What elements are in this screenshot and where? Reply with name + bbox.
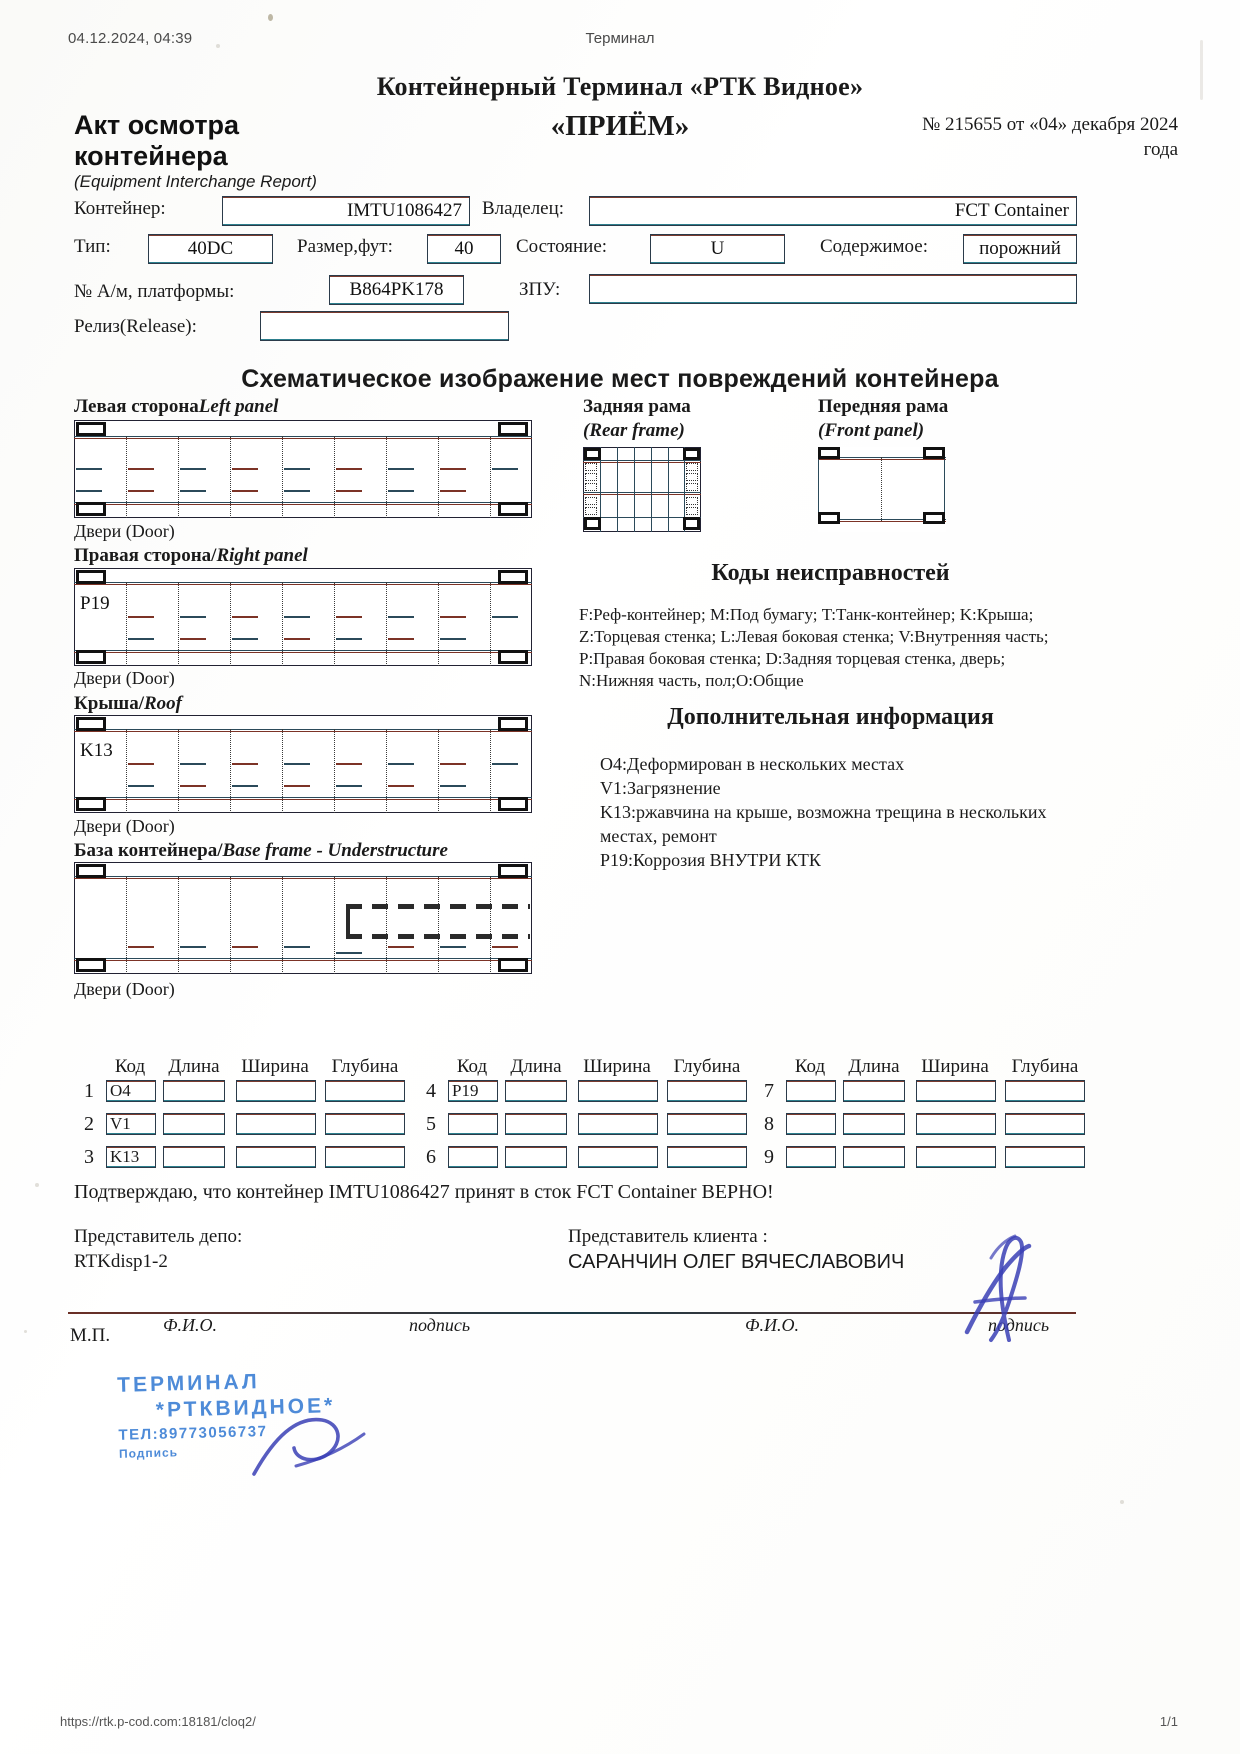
operation-title: «ПРИЁМ» [550, 110, 690, 142]
damage-header-length: Длина [168, 1056, 220, 1077]
damage-code-cell[interactable] [448, 1146, 498, 1168]
content-label: Содержимое: [820, 236, 928, 257]
base-frame-door-label: Двери (Door) [74, 979, 175, 999]
damage-row-index: 6 [426, 1146, 436, 1168]
left-panel-door-label: Двери (Door) [74, 521, 175, 541]
right-panel-en: Right panel [216, 545, 308, 566]
damage-row-index: 4 [426, 1080, 436, 1102]
damage-width-cell[interactable] [236, 1080, 316, 1102]
size-label: Размер,фут: [297, 236, 393, 257]
corner-fitting-icon [76, 422, 106, 436]
left-panel-caption [74, 396, 278, 418]
base-damage-dash-left [346, 904, 350, 936]
damage-header-code: Код [456, 1056, 488, 1077]
damage-row-index: 2 [84, 1113, 94, 1135]
corner-fitting-icon [498, 422, 528, 436]
base-damage-dash-top [346, 904, 530, 909]
roof-damage-code: K13 [80, 740, 113, 761]
additional-info-line: K13:ржавчина на крыше, возможна трещина в нескольких [600, 802, 1047, 822]
fio-label-left: Ф.И.О. [163, 1315, 217, 1335]
right-panel-diagram[interactable] [74, 568, 532, 666]
damage-depth-cell[interactable] [325, 1113, 405, 1135]
damage-code-cell[interactable] [786, 1113, 836, 1135]
signature-label-left: подпись [409, 1315, 471, 1335]
content-field[interactable]: порожний [963, 234, 1077, 264]
type-label: Тип: [74, 236, 111, 257]
damage-row-index: 9 [764, 1146, 774, 1168]
footer-url: https://rtk.p-cod.com:18181/cloq2/ [60, 1714, 256, 1729]
document-number-line2: года [1143, 139, 1178, 160]
damage-header-width: Ширина [921, 1056, 989, 1077]
corner-fitting-icon [498, 864, 528, 878]
roof-en: Roof [144, 693, 182, 714]
fault-code-line: Z:Торцевая стенка; L:Левая боковая стенка; V:Внутренняя часть; [579, 627, 1049, 646]
signature-rule [68, 1312, 1076, 1314]
damage-depth-cell[interactable] [325, 1080, 405, 1102]
corner-fitting-icon [498, 717, 528, 731]
right-panel-caption: Правая сторона/Right panel [74, 545, 308, 566]
confirmation-text: Подтверждаю, что контейнер IMTU1086427 принят в сток FCT Container ВЕРНО! [74, 1181, 774, 1203]
damage-width-cell[interactable] [578, 1146, 658, 1168]
corner-fitting-icon [584, 448, 601, 460]
corner-fitting-icon [76, 570, 106, 584]
additional-info-line: O4:Деформирован в нескольких местах [600, 754, 905, 774]
fault-code-line: P:Правая боковая стенка; D:Задняя торцевая стенка, дверь; [579, 649, 1006, 668]
damage-length-cell[interactable] [163, 1080, 225, 1102]
damage-depth-cell[interactable] [667, 1080, 747, 1102]
doc-title-line1: Акт осмотра [74, 110, 240, 140]
damage-row-index: 7 [764, 1080, 774, 1102]
damage-depth-cell[interactable] [1005, 1080, 1085, 1102]
damage-length-cell[interactable] [163, 1146, 225, 1168]
corner-fitting-icon [923, 447, 945, 459]
corner-fitting-icon [76, 797, 106, 811]
damage-row-index: 5 [426, 1113, 436, 1135]
scan-speck [35, 1183, 39, 1187]
roof-door-label: Двери (Door) [74, 816, 175, 836]
front-frame-caption-ru: Передняя рама [818, 396, 949, 417]
damage-code-cell[interactable]: O4 [106, 1080, 156, 1102]
damage-width-cell[interactable] [916, 1113, 996, 1135]
scan-speck [24, 1330, 27, 1333]
rear-frame-diagram[interactable] [583, 447, 701, 532]
size-field[interactable]: 40 [427, 234, 501, 264]
seal-label: ЗПУ: [519, 279, 561, 300]
scan-speck [268, 14, 273, 21]
right-panel-door-label: Двери (Door) [74, 668, 175, 688]
container-label: Контейнер: [74, 198, 166, 219]
additional-info-title: Дополнительная информация [667, 704, 994, 730]
base-en: Base frame - Understructure [222, 840, 448, 861]
company-title: Контейнерный Терминал «РТК Видное» [376, 72, 864, 101]
damage-length-cell[interactable] [163, 1113, 225, 1135]
left-panel-diagram[interactable] [74, 420, 532, 518]
damage-code-cell[interactable] [786, 1080, 836, 1102]
damage-code-cell[interactable]: K13 [106, 1146, 156, 1168]
damage-depth-cell[interactable] [1005, 1113, 1085, 1135]
corner-fitting-icon [498, 502, 528, 516]
client-rep-value: САРАНЧИН ОЛЕГ ВЯЧЕСЛАВОВИЧ [568, 1251, 905, 1273]
release-field[interactable] [260, 311, 509, 341]
schematic-title: Схематическое изображение мест повреждений контейнера [241, 365, 999, 393]
damage-header-length: Длина [510, 1056, 562, 1077]
stamp-line1: ТЕРМИНАЛ [116, 1370, 260, 1397]
corner-fitting-icon [76, 958, 106, 972]
damage-length-cell[interactable] [505, 1113, 567, 1135]
stamp-line4: Подпись [118, 1445, 179, 1461]
stamp-line3: ТЕЛ:89773056737 [118, 1422, 268, 1444]
document-number [758, 112, 1178, 162]
corner-fitting-icon [498, 797, 528, 811]
right-panel-ru: Правая сторона [74, 545, 212, 566]
print-tab-title: Терминал [585, 30, 655, 47]
damage-code-cell[interactable]: P19 [448, 1080, 498, 1102]
front-frame-diagram[interactable] [818, 447, 946, 532]
signature-label-right: подпись [988, 1315, 1050, 1335]
fault-codes-legend [579, 604, 1079, 692]
type-field[interactable]: 40DC [148, 234, 273, 264]
stamp-line2: *РТКВИДНОЕ* [155, 1394, 336, 1422]
damage-length-cell[interactable] [505, 1080, 567, 1102]
base-damage-dash-bottom [346, 934, 530, 939]
damage-length-cell[interactable] [843, 1080, 905, 1102]
seal-field[interactable] [589, 274, 1077, 304]
corner-fitting-icon [76, 650, 106, 664]
owner-label: Владелец: [482, 198, 565, 219]
corner-fitting-icon [683, 448, 700, 460]
damage-header-depth: Глубина [673, 1056, 741, 1077]
damage-header-code: Код [114, 1056, 146, 1077]
depot-rep-label: Представитель депо: [74, 1226, 243, 1247]
additional-info-line: P19:Коррозия ВНУТРИ КТК [600, 850, 821, 870]
damage-width-cell[interactable] [236, 1113, 316, 1135]
roof-caption: Крыша/Roof [74, 693, 182, 714]
damage-depth-cell[interactable] [325, 1146, 405, 1168]
damage-width-cell[interactable] [916, 1146, 996, 1168]
condition-field[interactable]: U [650, 234, 785, 264]
mp-label: М.П. [70, 1325, 111, 1346]
rear-frame-caption-en: (Rear frame) [583, 420, 685, 441]
damage-code-cell[interactable] [786, 1146, 836, 1168]
vehicle-label: № А/м, платформы: [74, 281, 235, 302]
additional-info-line: V1:Загрязнение [600, 778, 721, 798]
damage-length-cell[interactable] [843, 1113, 905, 1135]
left-panel-en: Left panel [198, 396, 279, 417]
fault-code-line: F:Реф-контейнер; M:Под бумагу; T:Танк-контейнер; K:Крыша; [579, 605, 1034, 624]
damage-header-width: Ширина [241, 1056, 309, 1077]
damage-width-cell[interactable] [578, 1113, 658, 1135]
scan-speck [1120, 1500, 1124, 1504]
terminal-stamp [117, 1368, 337, 1461]
base-ru: База контейнера [74, 840, 218, 861]
damage-code-cell[interactable] [448, 1113, 498, 1135]
damage-width-cell[interactable] [236, 1146, 316, 1168]
corner-fitting-icon [584, 517, 601, 530]
owner-field[interactable]: FCT Container [589, 196, 1077, 226]
corner-fitting-icon [76, 864, 106, 878]
release-label: Релиз(Release): [74, 316, 197, 337]
damage-row-index: 8 [764, 1113, 774, 1135]
damage-header-length: Длина [848, 1056, 900, 1077]
additional-info-line: местах, ремонт [600, 826, 717, 846]
rear-frame-caption-ru: Задняя рама [583, 396, 691, 417]
base-frame-diagram[interactable] [74, 862, 532, 974]
corner-fitting-icon [498, 958, 528, 972]
vehicle-field[interactable]: B864PK178 [329, 275, 464, 305]
damage-length-cell[interactable] [843, 1146, 905, 1168]
damage-row-index: 1 [84, 1080, 94, 1102]
base-frame-caption: База контейнера/Base frame - Understructure [74, 840, 448, 861]
corner-fitting-icon [76, 717, 106, 731]
print-date: 04.12.2024, 04:39 [68, 30, 193, 47]
doc-title-line2: контейнера [74, 141, 228, 171]
damage-code-cell[interactable]: V1 [106, 1113, 156, 1135]
corner-fitting-icon [683, 517, 700, 530]
damage-header-width: Ширина [583, 1056, 651, 1077]
roof-diagram[interactable] [74, 715, 532, 813]
roof-ru: Крыша [74, 693, 139, 714]
condition-label: Состояние: [516, 236, 608, 257]
corner-fitting-icon [498, 570, 528, 584]
corner-fitting-icon [498, 650, 528, 664]
client-rep-label: Представитель клиента : [568, 1226, 768, 1247]
damage-width-cell[interactable] [916, 1080, 996, 1102]
front-frame-caption-en: (Front panel) [818, 420, 925, 441]
corner-fitting-icon [76, 502, 106, 516]
fio-label-right: Ф.И.О. [745, 1315, 799, 1335]
additional-info-body [600, 752, 1080, 872]
corner-fitting-icon [923, 512, 945, 524]
damage-length-cell[interactable] [505, 1146, 567, 1168]
damage-depth-cell[interactable] [1005, 1146, 1085, 1168]
container-field[interactable]: IMTU1086427 [222, 196, 470, 226]
damage-width-cell[interactable] [578, 1080, 658, 1102]
damage-depth-cell[interactable] [667, 1146, 747, 1168]
left-panel-ru: Левая сторона [74, 396, 199, 417]
damage-depth-cell[interactable] [667, 1113, 747, 1135]
corner-fitting-icon [818, 512, 840, 524]
damage-row-index: 3 [84, 1146, 94, 1168]
footer-page-indicator: 1/1 [1159, 1714, 1178, 1729]
damage-header-code: Код [794, 1056, 826, 1077]
damage-header-depth: Глубина [331, 1056, 399, 1077]
fault-code-line: N:Нижняя часть, пол;O:Общие [579, 671, 804, 690]
corner-fitting-icon [818, 447, 840, 459]
document-number-line1: № 215655 от «04» декабря 2024 [922, 114, 1178, 135]
right-panel-damage-code: P19 [80, 593, 110, 614]
damage-header-depth: Глубина [1011, 1056, 1079, 1077]
depot-rep-value: RTKdisp1-2 [74, 1251, 168, 1272]
doc-subtitle: (Equipment Interchange Report) [74, 172, 317, 191]
fault-codes-title: Коды неисправностей [711, 560, 950, 586]
